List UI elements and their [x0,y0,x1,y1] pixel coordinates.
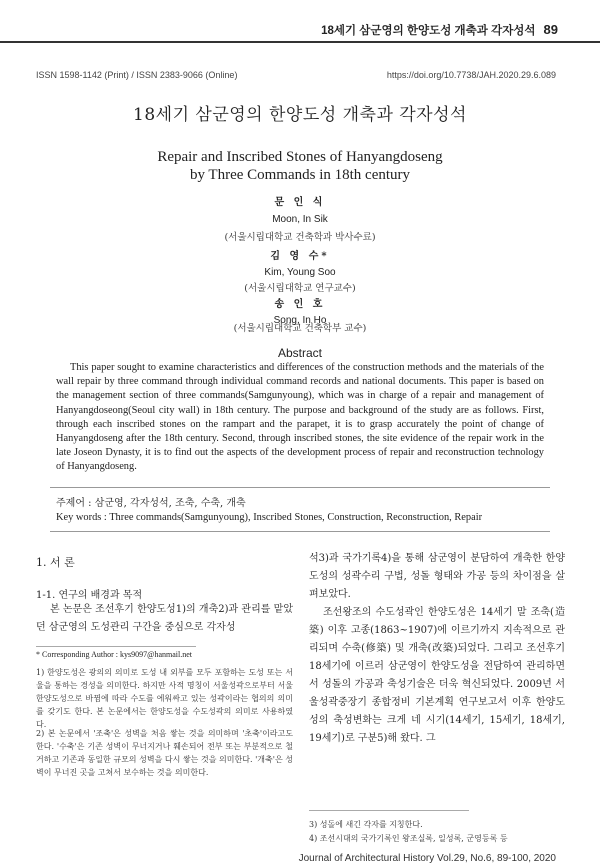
footnote-4: 4) 조선시대의 국가기록인 왕조실록, 일성록, 군영등록 등 [309,834,508,843]
footnote-2: 2) 본 논문에서 '조축'은 성벽을 처음 쌓는 것을 의미하며 '초축'이라고도 한다. '수축'은 기존 성벽이 무너지거나 훼손되어 전부 또는 부분적으로 철거하고 기존과 동일한 규모의 성벽을 다시 쌓는 것을 의미한다. '개축'은 성벽이 무너진 곳을 고쳐서 보수하는 것을 의미한다. [36,729,293,777]
paper-title-korean: 18세기 삼군영의 한양도성 개축과 각자성석 [133,105,467,125]
section-heading: 1. 서 론 [36,556,75,569]
header-rule [0,41,600,43]
keywords-korean: 주제어 : 삼군영, 각자성석, 조축, 수축, 개축 [56,498,246,509]
author-3-affiliation: (서울시립대학교 건축학부 교수) [233,323,367,334]
footnote-3: 3) 성돌에 새긴 각자를 지칭한다. [309,820,423,829]
running-header [321,22,558,38]
footnote-rule-left [36,646,196,647]
author-1-name-en: Moon, In Sik [272,214,328,225]
body-paragraph-left: 본 논문은 조선후기 한양도성1)의 개축2)과 관리를 맡았던 삼군영의 도성관리 구간을 중심으로 각자성 [36,604,293,633]
paper-title-english [0,148,600,184]
abstract-text: This paper sought to examine characteristics and differences of the construction methods and the materials of the wall repair by three command through individual command records and national documents. This paper is based on the management section of three commands(Samgunyoung), which was in charge of a repair and management of Hanyangdoseong(Seoul city wall) in 18th century. The purpose and background of the study are as follows. First, through each inscribed stones on the rampart and the parapet, it is to grasp accurately the point of change of Hanyangdoseng after the 18th century. Second, through inscribed stones, the site evidence of the repair work in the late Joseon Dynasty, it is to find out the aspects of the development process of repair and reconstruction technology of Hanyangdoseng. [56,362,544,473]
body-paragraph-right-2: 조선왕조의 수도성곽인 한양도성은 14세기 말 조축(造築) 이후 고종(1863~1907)에 이르기까지 지속적으로 관리되며 수축(修築) 및 개축(改築)되었다. 그리고 조선후기 18세기에 이르러 삼군영이 한양도성을 전담하여 관리하면서 성돌의 가공과 축성기술은 더욱 혁신되었다. 2009년 서울성곽중장기 종합정비 기본계획 연구보고서 이후 한양도성의 축성변화는 크게 네 시기(14세기, 15세기, 18세기, 19세기)로 구분5)해 왔다. 그 [309,607,565,744]
author-2-name-en: Kim, Young Soo [264,267,336,278]
keywords-english: Key words : Three commands(Samgunyoung), Inscribed Stones, Construction, Reconstruction, Repair [56,512,483,523]
corresponding-author: * Corresponding Author : kys9097@hanmail.net [36,650,193,659]
abstract-heading: Abstract [277,346,322,360]
author-3-name-en: Song, In Ho [273,315,327,326]
running-title: 18세기 삼군영의 한양도성 개축과 각자성석 [321,25,536,37]
body-paragraph-right-1: 석3)과 국가기록4)을 통해 삼군영이 분담하여 개축한 한양도성의 성곽수리 구법, 성돌 형태와 가공 등의 차이점을 살펴보았다. [309,553,565,600]
title-english-line1: Repair and Inscribed Stones of Hanyangdoseng [157,149,443,165]
keywords-rule-bottom [50,531,550,532]
issn: ISSN 1598-1142 (Print) / ISSN 2383-9066 (Online) [36,70,238,80]
author-1-name-ko: 문 인 식 [274,197,326,208]
title-english-line2: by Three Commands in 18th century [189,167,411,183]
subsection-heading: 1-1. 연구의 배경과 목적 [36,590,143,601]
body-right-column [309,550,565,748]
author-2-name-ko: 김 영 수* [270,251,330,262]
footnote-1: 1) 한양도성은 광의의 의미로 도성 내 외부를 모두 포함하는 도성 또는 서울을 통하는 경성을 의미한다. 하지만 사적 명칭이 서울성곽으로부터 서울 한양도성으로 바뀜에 따라 수도를 에워싸고 있는 성곽이라는 협의의 의미를 갖기도 한다. 본 논문에서는 한양도성을 수도성곽의 의미로 사용하였다. [36,668,293,729]
author-2-affiliation: (서울시립대학교 연구교수) [244,283,356,294]
footnote-rule-right [309,810,469,811]
page-number: 89 [543,22,558,37]
author-3-name-ko: 송 인 호 [274,299,326,310]
author-1-affiliation: (서울시립대학교 건축학과 박사수료) [224,232,376,243]
footer-journal-info: Journal of Architectural History Vol.29, No.6, 89-100, 2020 [298,853,556,864]
keywords-rule-top [50,487,550,488]
doi-link[interactable]: https://doi.org/10.7738/JAH.2020.29.6.089 [386,70,556,80]
